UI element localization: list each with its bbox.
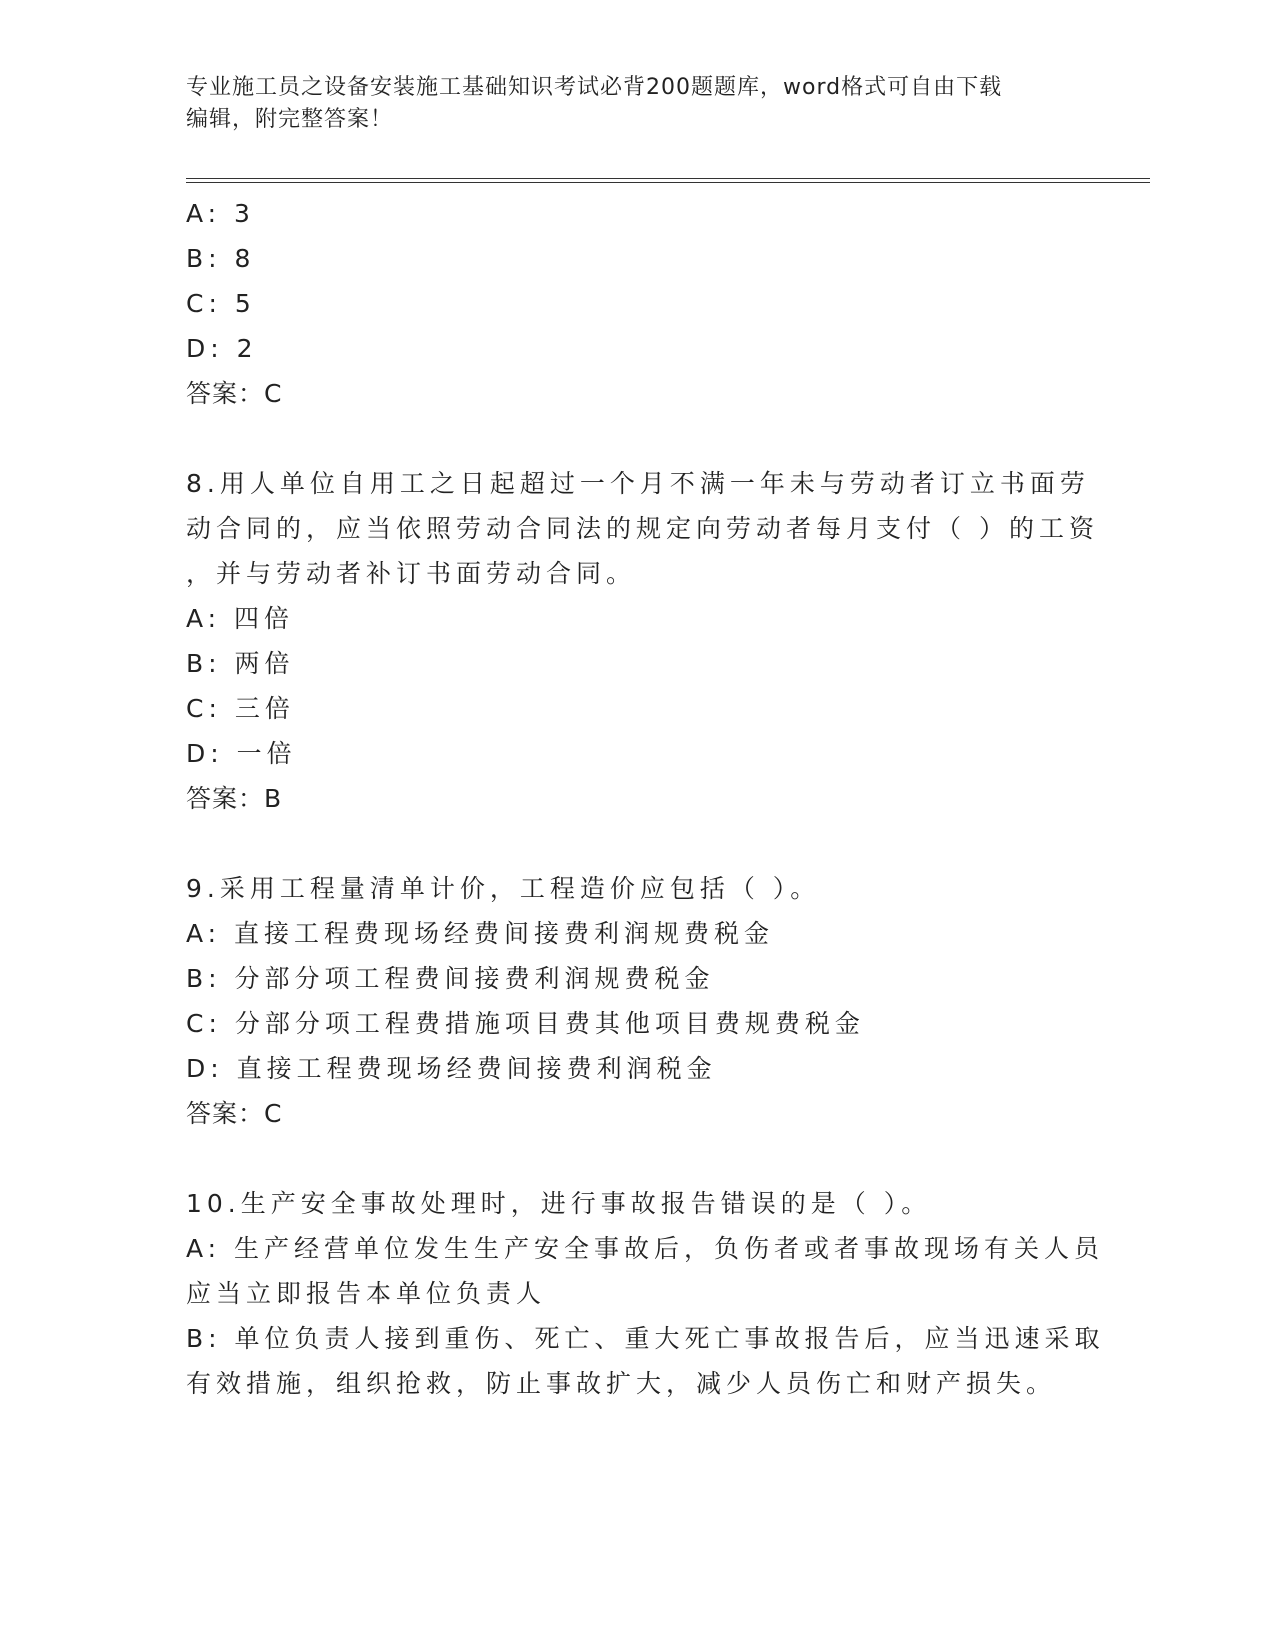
- spacer: [186, 416, 1086, 461]
- question-content: [186, 191, 1105, 1406]
- spacer: [186, 1136, 1086, 1181]
- option-d: D: 直接工程费现场经费间接费利润税金: [186, 1054, 717, 1083]
- option-b: B: 8: [186, 244, 256, 273]
- question-text-line: ，并与劳动者补订书面劳动合同。: [186, 559, 637, 588]
- document-header: [186, 72, 1086, 136]
- question-text-line: 动合同的，应当依照劳动合同法的规定向劳动者每月支付（ ）的工资: [186, 514, 1099, 543]
- option-b: B: 分部分项工程费间接费利润规费税金: [186, 964, 715, 993]
- question-text-line: 9.采用工程量清单计价，工程造价应包括（ ）。: [186, 874, 821, 903]
- option-c: C: 5: [186, 289, 256, 318]
- question-text-line: 10.生产安全事故处理时，进行事故报告错误的是（ ）。: [186, 1189, 932, 1218]
- header-line-1: 专业施工员之设备安装施工基础知识考试必背200题题库，word格式可自由下载: [186, 75, 1003, 100]
- answer-line: 答案：C: [186, 379, 283, 408]
- answer-line: 答案：C: [186, 1099, 283, 1128]
- option-a: A: 直接工程费现场经费间接费利润规费税金: [186, 919, 775, 948]
- question-9-block: [186, 866, 1086, 1136]
- option-b: B: 单位负责人接到重伤、死亡、重大死亡事故报告后，应当迅速采取: [186, 1324, 1105, 1353]
- header-divider-bottom: [186, 182, 1150, 183]
- option-a: A: 3: [186, 199, 255, 228]
- option-c: C: 分部分项工程费措施项目费其他项目费规费税金: [186, 1009, 865, 1038]
- spacer: [186, 821, 1086, 866]
- option-b-continuation: 有效措施，组织抢救，防止事故扩大，减少人员伤亡和财产损失。: [186, 1369, 1057, 1398]
- option-a-continuation: 应当立即报告本单位负责人: [186, 1279, 547, 1308]
- header-line-2: 编辑，附完整答案！: [186, 107, 394, 132]
- header-divider-top: [186, 178, 1150, 179]
- question-7-block: [186, 191, 1086, 416]
- question-text-line: 8.用人单位自用工之日起超过一个月不满一年未与劳动者订立书面劳: [186, 469, 1090, 498]
- question-8-block: [186, 461, 1099, 821]
- option-a: A: 生产经营单位发生生产安全事故后，负伤者或者事故现场有关人员: [186, 1234, 1105, 1263]
- option-b: B: 两倍: [186, 649, 295, 678]
- option-d: D: 2: [186, 334, 258, 363]
- option-c: C: 三倍: [186, 694, 295, 723]
- option-d: D: 一倍: [186, 739, 297, 768]
- option-a: A: 四倍: [186, 604, 295, 633]
- question-10-block: [186, 1181, 1105, 1406]
- answer-line: 答案：B: [186, 784, 283, 813]
